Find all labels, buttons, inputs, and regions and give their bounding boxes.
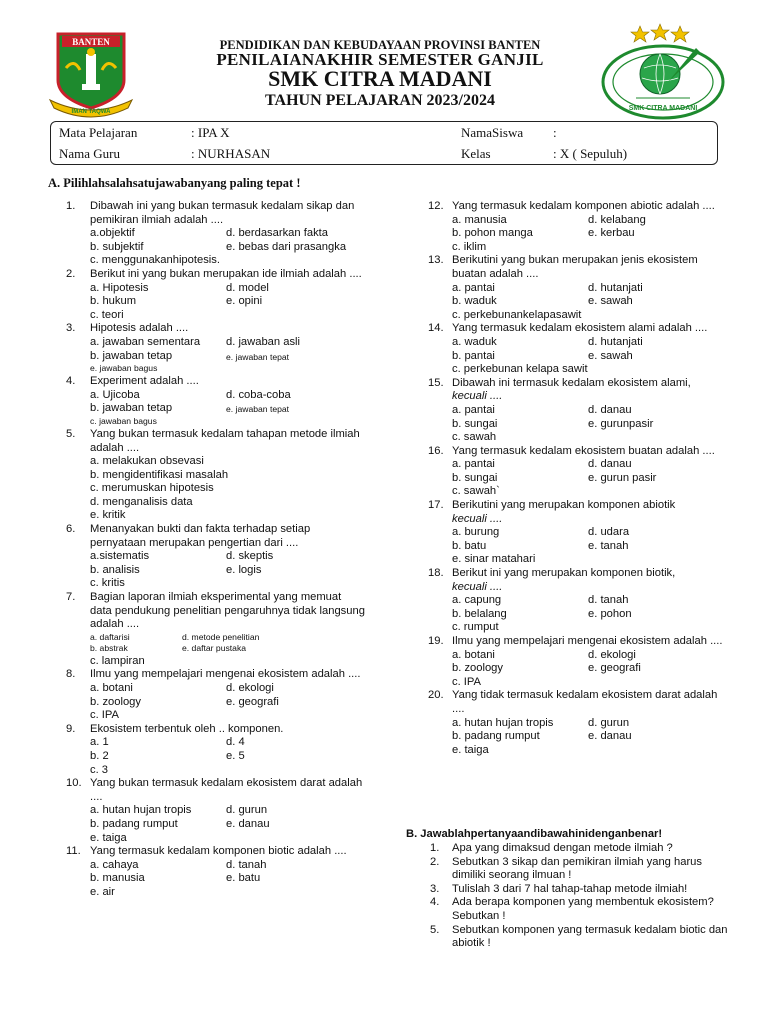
option-c: e. jawaban bagus <box>90 363 158 374</box>
question-number: 9. <box>66 722 76 735</box>
option-b: b. pohon manga <box>452 227 533 240</box>
questions-right-column <box>428 200 728 757</box>
option-c: c. sawah <box>452 431 497 444</box>
question-text: Berikut ini yang merupakan komponen biotik, <box>452 567 676 580</box>
header-school-name: SMK CITRA MADANI <box>268 66 492 91</box>
option-e: e. geografi <box>226 695 279 708</box>
question-18 <box>428 567 728 635</box>
option-d: d. model <box>226 281 269 294</box>
options <box>90 227 366 268</box>
header-academic-year: TAHUN PELAJARAN 2023/2024 <box>265 92 495 109</box>
questions-left-column <box>66 200 366 900</box>
options-tail <box>90 655 366 669</box>
essay-questions <box>430 842 730 951</box>
question-number: 18. <box>428 567 444 580</box>
question-text: Menanyakan bukti dan fakta terhadap setiap pernyataan merupakan pengertian dari .... <box>90 523 311 549</box>
option-a: a. daftarisi <box>90 631 130 642</box>
option-a: a. waduk <box>452 335 497 348</box>
option-c: c. jawaban bagus <box>90 415 157 426</box>
class-label: Kelas <box>461 146 491 161</box>
option-a: a. pantai <box>452 458 495 471</box>
option-c: c. perkebunan kelapa sawit <box>452 363 588 376</box>
option-b: b. 2 <box>90 749 109 762</box>
option-b: b. sungai <box>452 417 498 430</box>
question-text: Berikutini yang bukan merupakan jenis ekosistem buatan adalah .... <box>452 254 698 280</box>
option-d: d. udara <box>588 526 630 539</box>
option-d: d. hutanjati <box>588 335 643 348</box>
option-a: a. Hipotesis <box>90 281 149 294</box>
option-b: b. analisis <box>90 563 140 576</box>
class-value: : X ( Sepuluh) <box>553 146 628 161</box>
option-e: e. geografi <box>588 662 641 675</box>
question-6 <box>66 523 366 591</box>
option-a: a. jawaban sementara <box>90 335 201 348</box>
question-text: Ilmu yang mempelajari mengenai ekosistem adalah .... <box>452 635 723 647</box>
option-e: e. jawaban tepat <box>226 351 290 362</box>
question-number: 16. <box>428 444 444 457</box>
question-number: 5. <box>66 427 76 440</box>
option-c: e. sinar matahari <box>452 553 536 566</box>
option-e: e. danau <box>588 730 632 743</box>
question-number: 5. <box>430 923 440 936</box>
option-a: a. Ujicoba <box>90 388 140 401</box>
option-c: e. air <box>90 885 115 898</box>
options <box>452 717 728 758</box>
banten-logo-motto: IMAN TAQWA <box>71 109 111 115</box>
question-text: Berikutini yang merupakan komponen abiotik <box>452 499 676 512</box>
option-b: b. jawaban tetap <box>90 349 173 362</box>
option-e: e. pohon <box>588 607 632 620</box>
option-e: e. bebas dari prasangka <box>226 240 347 253</box>
student-name-value: : <box>553 125 557 140</box>
options <box>452 594 728 635</box>
option-d: d. metode penelitian <box>182 631 260 642</box>
question-number: 3. <box>66 322 76 335</box>
question-number: 8. <box>66 668 76 681</box>
question-text: Experiment adalah .... <box>90 375 199 388</box>
option-b: b. padang rumput <box>452 730 540 743</box>
question-number: 2. <box>66 267 76 280</box>
question-text: Sebutkan komponen yang termasuk kedalam biotic dan abiotik ! <box>452 923 728 950</box>
question-15 <box>428 377 728 445</box>
option-e: e. sawah <box>588 295 633 308</box>
question-3 <box>66 322 366 375</box>
teacher-value: : NURHASAN <box>191 146 271 161</box>
option-b: b. abstrak <box>90 643 128 654</box>
option-b: b. zoology <box>452 662 503 675</box>
option-d: d. hutanjati <box>588 281 643 294</box>
option-e: e. danau <box>226 817 270 830</box>
banten-logo <box>44 28 138 118</box>
option-d: d. ekologi <box>226 682 274 694</box>
question-text: Ilmu yang mempelajari mengenai ekosistem adalah .... <box>90 668 361 681</box>
question-number: 1. <box>66 200 76 212</box>
option-e: e. tanah <box>588 539 629 552</box>
question-text: Yang bukan termasuk kedalam ekosistem darat adalah .... <box>90 777 363 803</box>
option-e: e. gurun pasir <box>588 471 657 484</box>
options <box>452 336 728 377</box>
option-b: b. belalang <box>452 607 507 620</box>
option-d: d. gurun <box>588 716 630 729</box>
option-a: a. hutan hujan tropis <box>90 804 192 817</box>
student-identity-box <box>50 121 718 165</box>
option-e: e. jawaban tepat <box>226 404 290 415</box>
option-c: c. kritis <box>90 577 125 590</box>
option-a: a. cahaya <box>90 858 139 871</box>
subject-value: : IPA X <box>191 125 230 140</box>
option-e: e. sawah <box>588 349 633 362</box>
question-20 <box>428 689 728 757</box>
option-e: e. 5 <box>226 749 245 762</box>
question-number: 11. <box>66 845 81 858</box>
essay-question-1 <box>430 842 730 856</box>
option-d: d. jawaban asli <box>226 335 301 348</box>
option-c: c. sawah` <box>452 485 500 498</box>
option-b: b. pantai <box>452 349 495 362</box>
option-d: d. 4 <box>226 736 245 749</box>
question-number: 10. <box>66 777 82 790</box>
question-number: 19. <box>428 635 444 647</box>
options <box>452 214 728 255</box>
option-e: e. gurunpasir <box>588 417 654 430</box>
options <box>452 282 728 323</box>
question-text: Yang termasuk kedalam komponen abiotic adalah .... <box>452 200 715 212</box>
question-text: Yang termasuk kedalam komponen biotic adalah .... <box>90 845 347 858</box>
question-text: Yang bukan termasuk kedalam tahapan metode ilmiah adalah .... <box>90 427 360 454</box>
question-text: Sebutkan 3 sikap dan pemikiran ilmiah yang harus dimiliki seorang ilmuan ! <box>452 855 702 882</box>
option-e: e. daftar pustaka <box>182 643 247 654</box>
question-text: Tulislah 3 dari 7 hal tahap-tahap metode ilmiah! <box>452 882 688 895</box>
question-19 <box>428 635 728 689</box>
option-a: a. manusia <box>452 213 507 226</box>
essay-question-3 <box>430 883 730 897</box>
option-c: e. taiga <box>452 743 489 756</box>
question-text: Yang termasuk kedalam ekosistem buatan adalah .... <box>452 444 715 457</box>
options <box>90 736 366 777</box>
question-7 <box>66 591 366 668</box>
options <box>90 632 366 655</box>
section-b-title: B. Jawablahpertanyaandibawahinidenganbenar! <box>406 828 663 840</box>
section-a-title: A. Pilihlahsalahsatujawabanyang paling tepat ! <box>48 176 301 190</box>
question-14 <box>428 322 728 376</box>
option-a: a.sistematis <box>90 550 150 563</box>
option-d: d. ekologi <box>588 648 636 661</box>
question-number: 20. <box>428 689 444 702</box>
option-d: d. danau <box>588 458 632 471</box>
option-c: c. IPA <box>452 675 482 688</box>
exam-header <box>0 0 768 120</box>
question-1 <box>66 200 366 268</box>
question-10 <box>66 777 366 845</box>
question-number: 13. <box>428 254 444 267</box>
question-text: Ada berapa komponen yang membentuk ekosistem? Sebutkan ! <box>452 896 714 922</box>
option-b: b. hukum <box>90 295 137 308</box>
option-d: d. kelabang <box>588 213 646 226</box>
question-kecuali: kecuali .... <box>452 512 503 525</box>
question-number: 3. <box>430 882 440 895</box>
option-d: d. gurun <box>226 804 268 817</box>
question-number: 4. <box>430 896 440 909</box>
question-text: Yang tidak termasuk kedalam ekosistem darat adalah .... <box>452 689 718 715</box>
question-text: Apa yang dimaksud dengan metode ilmiah ? <box>452 842 673 854</box>
question-text: Bagian laporan ilmiah eksperimental yang memuat data pendukung penelitian pengaruhnya tidak langsung adalah .... <box>90 591 365 631</box>
option-e: e. logis <box>226 563 262 576</box>
question-17 <box>428 499 728 567</box>
question-13 <box>428 254 728 322</box>
option-a: a. botani <box>90 682 133 694</box>
question-number: 14. <box>428 322 444 335</box>
essay-question-5 <box>430 924 730 951</box>
option-d: d. tanah <box>588 594 629 607</box>
option-c: c. merumuskan hipotesis <box>90 482 214 495</box>
banten-logo-text: BANTEN <box>72 37 110 47</box>
essay-question-2 <box>430 856 730 883</box>
options <box>452 458 728 499</box>
question-4 <box>66 375 366 428</box>
option-b: b. batu <box>452 539 487 552</box>
option-a: a.objektif <box>90 227 135 240</box>
smk-logo-text: SMK CITRA MADANI <box>628 105 698 112</box>
option-c: c. perkebunankelapasawit <box>452 308 582 321</box>
question-16 <box>428 445 728 499</box>
subject-label: Mata Pelajaran <box>59 125 138 140</box>
option-c: c. 3 <box>90 763 109 776</box>
option-c: c. lampiran <box>90 654 145 667</box>
options <box>90 682 366 723</box>
option-a: a. burung <box>452 526 500 539</box>
question-12 <box>428 200 728 254</box>
option-b: b. subjektif <box>90 240 144 253</box>
header-exam-title: PENILAIANAKHIR SEMESTER GANJIL <box>216 50 544 69</box>
options <box>90 282 366 323</box>
option-e: e. opini <box>226 295 263 308</box>
options <box>452 526 728 567</box>
option-c: c. rumput <box>452 621 499 634</box>
option-e: e. kerbau <box>588 227 635 240</box>
option-d: d. coba-coba <box>226 388 291 401</box>
header-agency: PENDIDIKAN DAN KEBUDAYAAN PROVINSI BANTEN <box>219 38 541 52</box>
question-number: 12. <box>428 200 444 212</box>
question-text: Dibawah ini yang bukan termasuk kedalam sikap dan pemikiran ilmiah adalah .... <box>90 200 355 226</box>
option-b: b. padang rumput <box>90 817 178 830</box>
question-text: Yang termasuk kedalam ekosistem alami adalah .... <box>452 322 708 335</box>
option-d: d. tanah <box>226 858 267 871</box>
question-number: 1. <box>430 842 440 854</box>
question-number: 17. <box>428 499 444 512</box>
option-c: c. iklim <box>452 240 487 253</box>
option-d: d. danau <box>588 403 632 416</box>
option-d: d. skeptis <box>226 550 274 563</box>
option-a: a. 1 <box>90 736 109 749</box>
options <box>90 389 366 428</box>
question-11 <box>66 845 366 899</box>
question-number: 2. <box>430 855 440 868</box>
options <box>90 804 366 845</box>
teacher-label: Nama Guru <box>59 146 121 161</box>
question-text: Hipotesis adalah .... <box>90 322 189 335</box>
option-b: b. mengidentifikasi masalah <box>90 468 229 481</box>
option-c: c. teori <box>90 308 124 321</box>
options <box>90 336 366 375</box>
option-b: b. waduk <box>452 295 497 308</box>
question-8 <box>66 668 366 722</box>
option-b: b. manusia <box>90 872 145 885</box>
options <box>90 550 366 591</box>
question-2 <box>66 268 366 322</box>
option-a: a. hutan hujan tropis <box>452 716 554 729</box>
question-number: 6. <box>66 523 76 536</box>
option-d: d. berdasarkan fakta <box>226 227 328 240</box>
option-b: b. zoology <box>90 695 141 708</box>
question-kecuali: kecuali .... <box>452 580 503 593</box>
question-9 <box>66 723 366 777</box>
option-c: e. taiga <box>90 831 127 844</box>
option-e: e. kritik <box>90 509 126 522</box>
option-d: d. menganalisis data <box>90 495 193 508</box>
options <box>90 455 366 523</box>
option-b: b. jawaban tetap <box>90 402 173 415</box>
question-number: 4. <box>66 375 76 388</box>
question-number: 15. <box>428 376 444 389</box>
option-a: a. capung <box>452 594 502 607</box>
question-kecuali: kecuali .... <box>452 390 503 403</box>
question-text: Ekosistem terbentuk oleh .. komponen. <box>90 722 284 735</box>
option-c: c. IPA <box>90 709 120 722</box>
student-name-label: NamaSiswa <box>461 125 524 140</box>
option-e: e. batu <box>226 872 261 885</box>
options <box>452 404 728 445</box>
option-a: a. pantai <box>452 403 495 416</box>
option-a: a. botani <box>452 648 495 661</box>
question-5 <box>66 428 366 523</box>
option-a: a. pantai <box>452 281 495 294</box>
options <box>452 649 728 690</box>
option-a: a. melakukan obsevasi <box>90 455 204 468</box>
essay-question-4 <box>430 896 730 923</box>
question-number: 7. <box>66 591 76 604</box>
option-c: c. menggunakanhipotesis. <box>90 254 220 267</box>
option-b: b. sungai <box>452 471 498 484</box>
smk-citra-madani-logo <box>598 22 728 122</box>
options <box>90 859 366 900</box>
question-text: Dibawah ini termasuk kedalam ekosistem alami, <box>452 376 691 389</box>
question-text: Berikut ini yang bukan merupakan ide ilmiah adalah .... <box>90 267 362 280</box>
